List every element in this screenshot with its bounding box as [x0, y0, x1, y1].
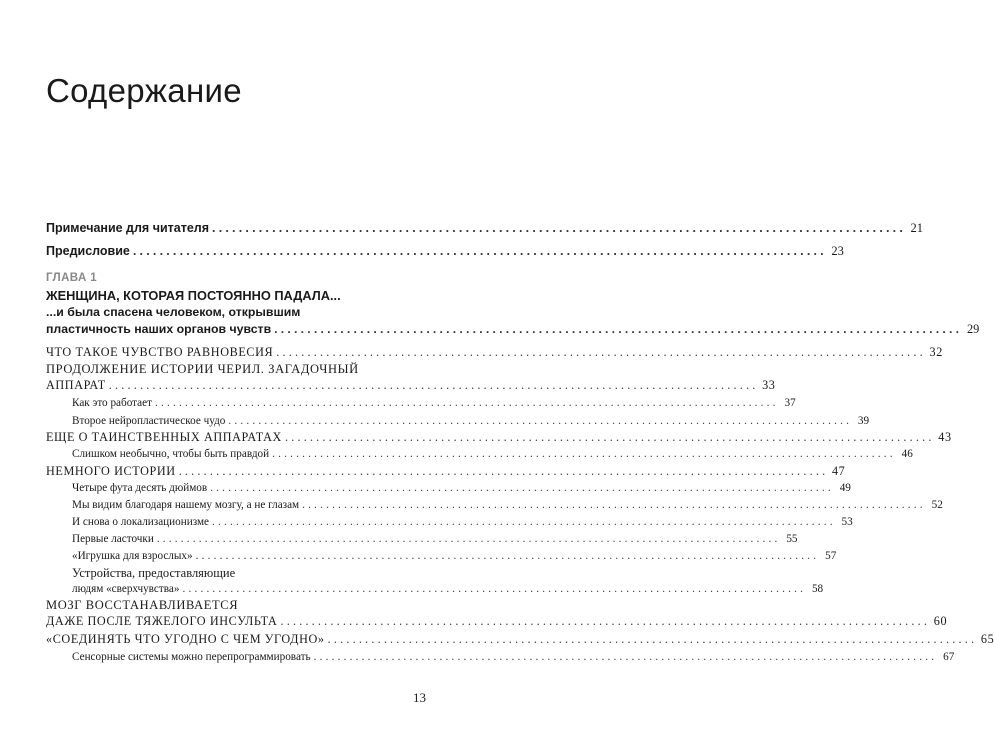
toc-entry-text: Второе нейропластическое чудо [72, 415, 226, 427]
toc-entry-text: Предисловие [46, 244, 130, 258]
toc-entry-text: ДАЖЕ ПОСЛЕ ТЯЖЕЛОГО ИНСУЛЬТА [46, 614, 278, 628]
page-title: Содержание [46, 72, 242, 109]
toc-page-number: 39 [857, 415, 870, 427]
leader-dots: ........................................................................................................ [182, 583, 807, 595]
toc-entry-text: Первые ласточки [72, 533, 154, 545]
toc-page-number: 57 [825, 550, 837, 562]
toc-entry-section[interactable] [46, 378, 776, 393]
toc-entry-subsection[interactable] [72, 481, 851, 496]
leader-dots: ........................................................................................................ [210, 482, 834, 494]
leader-dots: ........................................................................................................ [272, 448, 896, 460]
leader-dots: ........................................................................................................ [313, 651, 938, 663]
toc-entry-subsection[interactable] [72, 396, 796, 411]
leader-dots: ........................................................................................................ [132, 244, 827, 258]
toc-entry-text: Сенсорные системы можно перепрограммировать [72, 651, 311, 663]
leader-dots: ........................................................................................................ [178, 464, 829, 478]
toc-entry-subsection[interactable] [72, 582, 824, 597]
leader-dots: ........................................................................................................ [212, 516, 836, 528]
toc-entry-preface[interactable] [46, 244, 844, 259]
leader-dots: ........................................................................................................ [212, 221, 907, 235]
toc-entry-subsection[interactable] [72, 532, 798, 547]
leader-dots: ........................................................................................................ [284, 430, 935, 444]
toc-page-number: 29 [966, 322, 980, 336]
leader-dots: ........................................................................................................ [155, 397, 779, 409]
toc-entry-text: И снова о локализационизме [72, 516, 210, 528]
toc-entry-text: Мы видим благодаря нашему мозгу, а не глазам [72, 499, 300, 511]
toc-page-number: 23 [831, 244, 844, 258]
toc-page-number: 65 [980, 632, 994, 646]
toc-entry-section[interactable] [46, 430, 952, 445]
toc-entry-subsection[interactable] [72, 498, 943, 513]
toc-page-number: 46 [901, 448, 913, 460]
toc-entry-text: Четыре фута десять дюймов [72, 482, 208, 494]
leader-dots: ........................................................................................................ [108, 378, 759, 392]
toc-page-number: 32 [929, 345, 943, 359]
toc-entry-section-line: МОЗГ ВОССТАНАВЛИВАЕТСЯ [46, 598, 239, 612]
toc-entry-section[interactable] [46, 464, 846, 479]
toc-page-number: 67 [943, 651, 955, 663]
toc-entry-text: ЧТО ТАКОЕ ЧУВСТВО РАВНОВЕСИЯ [46, 345, 274, 359]
toc-entry-section[interactable] [46, 632, 994, 647]
chapter-title[interactable]: ЖЕНЩИНА, КОТОРАЯ ПОСТОЯННО ПАДАЛА... [46, 288, 341, 303]
toc-entry-subsection[interactable] [72, 447, 913, 462]
toc-entry-text: НЕМНОГО ИСТОРИИ [46, 464, 176, 478]
toc-page-number: 47 [831, 464, 846, 478]
toc-entry-note-reader[interactable] [46, 221, 924, 236]
toc-entry-section[interactable] [46, 614, 948, 629]
leader-dots: ........................................................................................................ [156, 533, 781, 545]
toc-entry-text: пластичность наших органов чувств [46, 322, 272, 336]
toc-page-number: 37 [784, 397, 796, 409]
toc-page-number: 33 [762, 378, 776, 392]
leader-dots: ........................................................................................................ [195, 550, 820, 562]
toc-entry-section[interactable] [46, 345, 943, 360]
toc-entry-text: АППАРАТ [46, 378, 106, 392]
chapter-label: ГЛАВА 1 [46, 272, 98, 284]
toc-entry-text: людям «сверхчувства» [72, 583, 180, 595]
toc-entry-text: ЕЩЕ О ТАИНСТВЕННЫХ АППАРАТАХ [46, 430, 282, 444]
toc-entry-subsection[interactable] [72, 515, 853, 530]
leader-dots: ........................................................................................................ [327, 632, 978, 646]
toc-page-number: 49 [839, 482, 851, 494]
leader-dots: ........................................................................................................ [276, 345, 926, 359]
page-number: 13 [413, 690, 426, 705]
toc-entry-subsection[interactable] [72, 549, 837, 564]
toc-page-number: 52 [931, 499, 943, 511]
toc-entry-text: Примечание для читателя [46, 221, 210, 235]
toc-entry-text: Как это работает [72, 397, 152, 409]
toc-entry-subsection-line: Устройства, предоставляющие [72, 566, 236, 580]
toc-entry-text: «Игрушка для взрослых» [72, 550, 193, 562]
toc-page-number: 53 [841, 516, 853, 528]
toc-page-number: 58 [811, 583, 824, 595]
leader-dots: ........................................................................................................ [274, 322, 963, 336]
toc-entry-section-line: ПРОДОЛЖЕНИЕ ИСТОРИИ ЧЕРИЛ. ЗАГАДОЧНЫЙ [46, 362, 359, 376]
chapter-subtitle-line: ...и была спасена человеком, открывшим [46, 305, 301, 319]
leader-dots: ........................................................................................................ [302, 499, 926, 511]
toc-page-number: 43 [938, 430, 952, 444]
leader-dots: ........................................................................................................ [280, 614, 931, 628]
toc-entry-subsection[interactable] [72, 650, 955, 665]
toc-page-number: 60 [933, 614, 948, 628]
leader-dots: ........................................................................................................ [228, 415, 853, 427]
toc-page-number: 21 [910, 221, 924, 235]
toc-entry-chapter-subtitle[interactable] [46, 322, 980, 337]
toc-entry-text: Слишком необычно, чтобы быть правдой [72, 448, 270, 460]
toc-entry-subsection[interactable] [72, 414, 870, 429]
toc-entry-text: «СОЕДИНЯТЬ ЧТО УГОДНО С ЧЕМ УГОДНО» [46, 632, 325, 646]
toc-page-number: 55 [786, 533, 798, 545]
